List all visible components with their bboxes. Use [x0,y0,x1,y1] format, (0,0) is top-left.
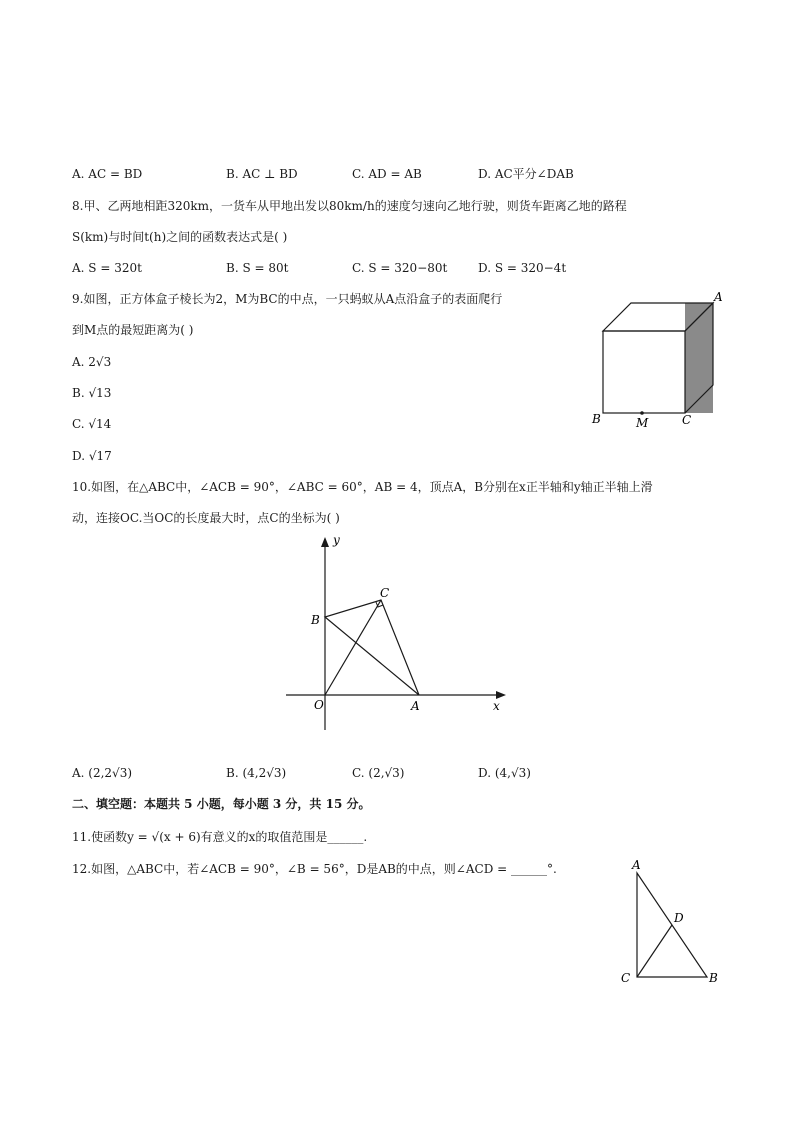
q8-stem-line2: S(km)与时间t(h)之间的函数表达式是( ) [72,230,288,244]
q10-option-c: C. (2,√3) [352,766,405,780]
q12-triangle-figure [615,855,725,990]
q12-stem: 12.如图，△ABC中，若∠ACB = 90°，∠B = 56°，D是AB的中点，则∠ACD = ______°. [72,862,557,876]
q8-option-a: A. S = 320t [72,261,142,275]
q9-option-d: D. √17 [72,449,112,463]
label-d: D [674,911,684,925]
q9-cube-figure [585,285,735,435]
x-axis-arrow [496,691,506,699]
cube-front-face [603,331,685,413]
q8-stem-line1: 8.甲、乙两地相距320km，一货车从甲地出发以80km/h的速度匀速向乙地行驶，则货车距离乙地的路程 [72,199,627,213]
label-a: A [714,290,723,304]
label-c: C [380,586,390,600]
label-b: B [311,613,320,627]
q7-option-b: B. AC ⊥ BD [226,167,298,181]
q10-option-b: B. (4,2√3) [226,766,287,780]
q8-option-c: C. S = 320−80t [352,261,448,275]
point-m [640,411,644,415]
q7-option-c: C. AD = AB [352,167,422,181]
segment-cd [637,925,672,977]
q10-option-d: D. (4,√3) [478,766,531,780]
label-c: C [682,413,692,427]
section-2-heading: 二、填空题：本题共 5 小题，每小题 3 分，共 15 分。 [72,797,371,811]
q8-option-d: D. S = 320−4t [478,261,567,275]
label-x: x [493,699,500,713]
label-b: B [592,412,601,426]
q9-option-b: B. √13 [72,386,112,400]
q11-stem: 11.使函数y = √(x + 6)有意义的x的取值范围是______. [72,830,368,844]
q9-stem-line1: 9.如图，正方体盒子棱长为2，M为BC的中点，一只蚂蚁从A点沿盒子的表面爬行 [72,292,503,306]
label-a: A [632,858,641,872]
q7-option-a: A. AC = BD [72,167,143,181]
q10-stem-line1: 10.如图，在△ABC中，∠ACB = 90°，∠ABC = 60°，AB = 4，顶点A，B分别在x正半轴和y轴正半轴上滑 [72,480,653,494]
q8-option-b: B. S = 80t [226,261,289,275]
q9-option-c: C. √14 [72,417,112,431]
q10-coordinate-figure [280,530,520,735]
label-m: M [636,416,649,430]
q9-stem-line2: 到M点的最短距离为( ) [72,323,194,337]
label-c: C [621,971,631,985]
q10-stem-line2: 动，连接OC.当OC的长度最大时，点C的坐标为( ) [72,511,340,525]
label-y: y [333,533,340,547]
label-b: B [709,971,718,985]
cube-right-face [685,303,713,413]
q9-option-a: A. 2√3 [72,355,112,369]
y-axis-arrow [321,537,329,547]
q10-option-a: A. (2,2√3) [72,766,133,780]
q7-option-d: D. AC平分∠DAB [478,167,574,181]
label-a: A [411,699,420,713]
label-o: O [314,698,324,712]
